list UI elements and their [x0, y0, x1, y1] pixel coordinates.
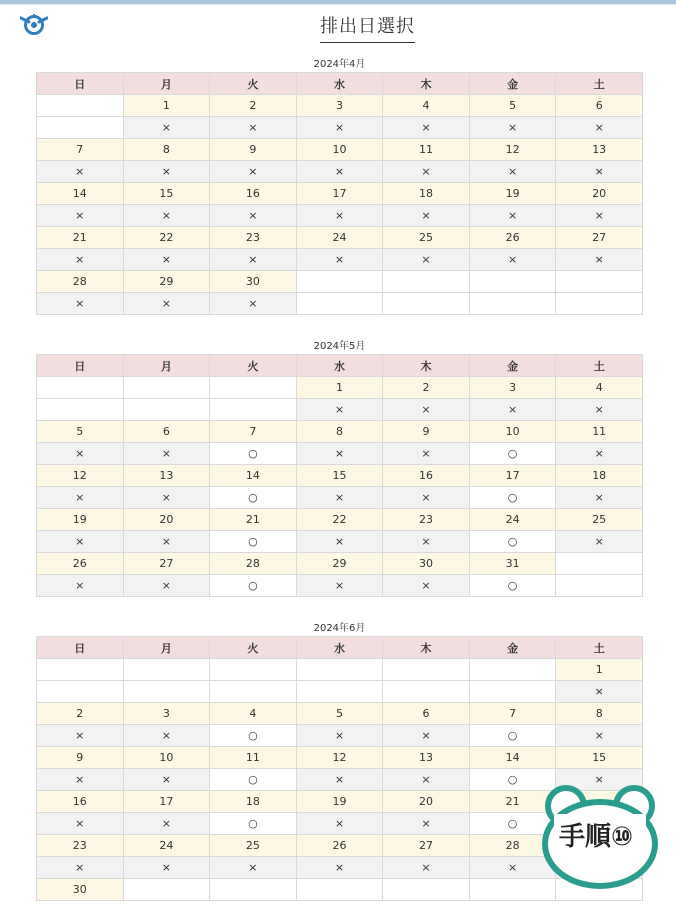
unavailable-cell: ×: [210, 161, 297, 183]
date-cell: 28: [210, 553, 297, 575]
date-cell: 21: [469, 791, 556, 813]
weekday-wed: 水: [296, 637, 383, 659]
date-cell: 3: [469, 377, 556, 399]
date-cell: 4: [210, 703, 297, 725]
unavailable-cell: ×: [210, 857, 297, 879]
unavailable-cell: ×: [469, 161, 556, 183]
unavailable-cell: ×: [210, 249, 297, 271]
month-label: 2024年6月: [313, 623, 366, 634]
unavailable-cell: ×: [37, 813, 124, 835]
unavailable-cell: ×: [123, 249, 210, 271]
unavailable-cell: ×: [296, 443, 383, 465]
date-cell: 24: [123, 835, 210, 857]
date-cell: 21: [37, 227, 124, 249]
date-cell: 11: [210, 747, 297, 769]
weekday-sun: 日: [37, 637, 124, 659]
date-cell: 21: [210, 509, 297, 531]
calendar-table: [36, 354, 643, 597]
date-cell: 30: [37, 879, 124, 901]
available-day-button[interactable]: ○: [210, 487, 297, 509]
unavailable-cell: ×: [383, 531, 470, 553]
empty-cell: [123, 879, 210, 901]
unavailable-cell: ×: [37, 769, 124, 791]
date-cell: 12: [37, 465, 124, 487]
date-cell: 28: [37, 271, 124, 293]
available-day-button[interactable]: ○: [210, 769, 297, 791]
date-cell: 13: [383, 747, 470, 769]
date-cell: 1: [296, 377, 383, 399]
weekday-header-row: [37, 637, 643, 659]
date-row: [37, 183, 643, 205]
weekday-sun: 日: [37, 73, 124, 95]
unavailable-cell: ×: [123, 443, 210, 465]
top-border-shadow: [0, 4, 676, 5]
unavailable-cell: ×: [123, 575, 210, 597]
date-cell: 2: [383, 377, 470, 399]
unavailable-cell: ×: [296, 249, 383, 271]
date-cell: 30: [383, 553, 470, 575]
empty-cell: [556, 271, 643, 293]
weekday-header-row: [37, 355, 643, 377]
empty-cell: [123, 377, 210, 399]
date-cell: 11: [383, 139, 470, 161]
unavailable-cell: ×: [383, 487, 470, 509]
empty-cell: [37, 117, 124, 139]
empty-cell: [210, 659, 297, 681]
date-row: [37, 703, 643, 725]
unavailable-cell: ×: [383, 725, 470, 747]
weekday-fri: 金: [469, 73, 556, 95]
date-cell: 12: [296, 747, 383, 769]
date-cell: 7: [37, 139, 124, 161]
date-cell: 22: [123, 227, 210, 249]
unavailable-cell: ×: [383, 813, 470, 835]
unavailable-cell: ×: [37, 487, 124, 509]
empty-cell: [123, 659, 210, 681]
empty-cell: [296, 681, 383, 703]
date-cell: 12: [469, 139, 556, 161]
date-cell: 24: [296, 227, 383, 249]
unavailable-cell: ×: [37, 443, 124, 465]
unavailable-cell: ×: [37, 857, 124, 879]
unavailable-cell: ×: [469, 117, 556, 139]
date-cell: 14: [469, 747, 556, 769]
mark-row: [37, 399, 643, 421]
date-cell: 2: [37, 703, 124, 725]
available-day-button[interactable]: ○: [210, 531, 297, 553]
date-cell: 20: [383, 791, 470, 813]
empty-cell: [469, 681, 556, 703]
available-day-button[interactable]: ○: [469, 725, 556, 747]
empty-cell: [296, 271, 383, 293]
date-cell: 6: [383, 703, 470, 725]
mark-row: [37, 117, 643, 139]
weekday-thu: 木: [383, 355, 470, 377]
unavailable-cell: ×: [210, 293, 297, 315]
date-cell: 6: [556, 95, 643, 117]
available-day-button[interactable]: ○: [469, 531, 556, 553]
date-cell: 19: [296, 791, 383, 813]
mark-row: [37, 487, 643, 509]
weekday-tue: 火: [210, 73, 297, 95]
date-cell: 27: [123, 553, 210, 575]
date-cell: 8: [556, 703, 643, 725]
empty-cell: [469, 659, 556, 681]
unavailable-cell: ×: [296, 399, 383, 421]
unavailable-cell: ×: [296, 725, 383, 747]
available-day-button[interactable]: ○: [469, 443, 556, 465]
unavailable-cell: ×: [556, 725, 643, 747]
available-day-button[interactable]: ○: [469, 575, 556, 597]
unavailable-cell: ×: [123, 487, 210, 509]
unavailable-cell: ×: [123, 769, 210, 791]
date-cell: 27: [556, 227, 643, 249]
unavailable-cell: ×: [37, 161, 124, 183]
date-cell: 23: [383, 509, 470, 531]
available-day-button[interactable]: ○: [469, 769, 556, 791]
date-cell: 20: [556, 183, 643, 205]
weekday-wed: 水: [296, 355, 383, 377]
date-row: [37, 747, 643, 769]
date-cell: 15: [123, 183, 210, 205]
date-row: [37, 139, 643, 161]
empty-cell: [296, 659, 383, 681]
weekday-fri: 金: [469, 355, 556, 377]
unavailable-cell: ×: [383, 117, 470, 139]
page-title: 排出日選択: [320, 16, 415, 43]
date-cell: 31: [469, 553, 556, 575]
date-cell: 26: [296, 835, 383, 857]
unavailable-cell: ×: [296, 769, 383, 791]
date-cell: 10: [469, 421, 556, 443]
weekday-thu: 木: [383, 73, 470, 95]
unavailable-cell: ×: [296, 531, 383, 553]
date-cell: 18: [210, 791, 297, 813]
weekday-thu: 木: [383, 637, 470, 659]
available-day-button[interactable]: ○: [210, 725, 297, 747]
date-cell: 13: [123, 465, 210, 487]
unavailable-cell: ×: [123, 531, 210, 553]
weekday-sat: 土: [556, 355, 643, 377]
date-cell: 6: [123, 421, 210, 443]
unavailable-cell: ×: [210, 117, 297, 139]
empty-cell: [383, 879, 470, 901]
unavailable-cell: ×: [123, 857, 210, 879]
weekday-tue: 火: [210, 637, 297, 659]
date-cell: 17: [123, 791, 210, 813]
date-cell: 16: [383, 465, 470, 487]
unavailable-cell: ×: [37, 531, 124, 553]
date-cell: 1: [556, 659, 643, 681]
date-row: [37, 465, 643, 487]
unavailable-cell: ×: [469, 205, 556, 227]
unavailable-cell: ×: [383, 161, 470, 183]
date-cell: 3: [123, 703, 210, 725]
available-day-button[interactable]: ○: [469, 813, 556, 835]
empty-cell: [383, 681, 470, 703]
date-cell: 5: [469, 95, 556, 117]
date-cell: 4: [556, 377, 643, 399]
unavailable-cell: ×: [296, 205, 383, 227]
empty-cell: [37, 399, 124, 421]
calendar-april: [36, 58, 643, 315]
date-cell: 29: [123, 271, 210, 293]
date-cell: 18: [383, 183, 470, 205]
date-cell: 23: [210, 227, 297, 249]
unavailable-cell: ×: [556, 205, 643, 227]
date-cell: 26: [469, 227, 556, 249]
date-cell: 14: [210, 465, 297, 487]
date-cell: 16: [210, 183, 297, 205]
empty-cell: [37, 377, 124, 399]
date-cell: 28: [469, 835, 556, 857]
mark-row: [37, 205, 643, 227]
empty-cell: [296, 293, 383, 315]
unavailable-cell: ×: [123, 205, 210, 227]
unavailable-cell: ×: [37, 725, 124, 747]
date-cell: 18: [556, 465, 643, 487]
empty-cell: [123, 681, 210, 703]
date-cell: 22: [296, 509, 383, 531]
unavailable-cell: ×: [556, 769, 643, 791]
unavailable-cell: ×: [296, 487, 383, 509]
date-cell: 24: [469, 509, 556, 531]
mark-row: [37, 161, 643, 183]
date-row: [37, 95, 643, 117]
weekday-mon: 月: [123, 637, 210, 659]
month-label: 2024年4月: [313, 59, 366, 70]
date-cell: 2: [210, 95, 297, 117]
date-cell: 29: [296, 553, 383, 575]
available-day-button[interactable]: ○: [210, 813, 297, 835]
weekday-sat: 土: [556, 73, 643, 95]
unavailable-cell: ×: [383, 575, 470, 597]
unavailable-cell: ×: [296, 813, 383, 835]
unavailable-cell: ×: [123, 725, 210, 747]
mark-row: [37, 681, 643, 703]
weekday-mon: 月: [123, 73, 210, 95]
unavailable-cell: ×: [469, 399, 556, 421]
empty-cell: [123, 399, 210, 421]
unavailable-cell: ×: [556, 161, 643, 183]
mark-row: [37, 531, 643, 553]
date-cell: 14: [37, 183, 124, 205]
date-cell: 17: [469, 465, 556, 487]
unavailable-cell: ×: [383, 205, 470, 227]
calendar-table: [36, 72, 643, 315]
empty-cell: [469, 293, 556, 315]
empty-cell: [556, 293, 643, 315]
date-row: [37, 509, 643, 531]
unavailable-cell: ×: [556, 399, 643, 421]
empty-cell: [210, 879, 297, 901]
date-cell: 16: [37, 791, 124, 813]
unavailable-cell: ×: [123, 813, 210, 835]
empty-cell: [556, 575, 643, 597]
city-emblem-icon: [20, 12, 48, 38]
unavailable-cell: ×: [556, 487, 643, 509]
unavailable-cell: ×: [37, 205, 124, 227]
date-cell: 3: [296, 95, 383, 117]
date-cell: 9: [37, 747, 124, 769]
calendar-may: [36, 340, 643, 597]
available-day-button[interactable]: ○: [210, 443, 297, 465]
unavailable-cell: ×: [556, 249, 643, 271]
weekday-header-row: [37, 73, 643, 95]
date-cell: 19: [469, 183, 556, 205]
empty-cell: [383, 271, 470, 293]
weekday-wed: 水: [296, 73, 383, 95]
unavailable-cell: ×: [383, 399, 470, 421]
date-row: [37, 271, 643, 293]
date-cell: 15: [296, 465, 383, 487]
unavailable-cell: ×: [383, 857, 470, 879]
available-day-button[interactable]: ○: [469, 487, 556, 509]
date-cell: 17: [296, 183, 383, 205]
unavailable-cell: ×: [556, 117, 643, 139]
date-cell: 27: [383, 835, 470, 857]
unavailable-cell: ×: [37, 249, 124, 271]
weekday-sat: 土: [556, 637, 643, 659]
unavailable-cell: ×: [556, 443, 643, 465]
available-day-button[interactable]: ○: [210, 575, 297, 597]
empty-cell: [210, 377, 297, 399]
unavailable-cell: ×: [383, 769, 470, 791]
unavailable-cell: ×: [210, 205, 297, 227]
date-cell: 10: [296, 139, 383, 161]
unavailable-cell: ×: [383, 249, 470, 271]
date-cell: 4: [383, 95, 470, 117]
unavailable-cell: ×: [296, 161, 383, 183]
empty-cell: [37, 681, 124, 703]
unavailable-cell: ×: [37, 575, 124, 597]
date-cell: 30: [210, 271, 297, 293]
date-cell: 25: [556, 509, 643, 531]
weekday-mon: 月: [123, 355, 210, 377]
date-cell: 19: [37, 509, 124, 531]
mark-row: [37, 443, 643, 465]
date-cell: 5: [296, 703, 383, 725]
weekday-tue: 火: [210, 355, 297, 377]
date-cell: 11: [556, 421, 643, 443]
date-cell: 10: [123, 747, 210, 769]
date-row: [37, 659, 643, 681]
unavailable-cell: ×: [296, 117, 383, 139]
month-label: 2024年5月: [313, 341, 366, 352]
date-cell: 9: [210, 139, 297, 161]
unavailable-cell: ×: [469, 857, 556, 879]
mark-row: [37, 293, 643, 315]
date-row: [37, 377, 643, 399]
unavailable-cell: ×: [37, 293, 124, 315]
empty-cell: [383, 293, 470, 315]
date-cell: 1: [123, 95, 210, 117]
date-row: [37, 227, 643, 249]
step-badge-label: 手順⑩: [559, 822, 634, 852]
unavailable-cell: ×: [469, 249, 556, 271]
date-cell: 20: [123, 509, 210, 531]
date-cell: 25: [210, 835, 297, 857]
date-cell: 9: [383, 421, 470, 443]
empty-cell: [210, 399, 297, 421]
weekday-sun: 日: [37, 355, 124, 377]
date-cell: 8: [296, 421, 383, 443]
unavailable-cell: ×: [296, 575, 383, 597]
empty-cell: [37, 659, 124, 681]
weekday-fri: 金: [469, 637, 556, 659]
empty-cell: [210, 681, 297, 703]
date-cell: 25: [383, 227, 470, 249]
date-cell: 26: [37, 553, 124, 575]
date-cell: 7: [469, 703, 556, 725]
unavailable-cell: ×: [556, 681, 643, 703]
unavailable-cell: ×: [123, 293, 210, 315]
date-cell: 15: [556, 747, 643, 769]
date-cell: 5: [37, 421, 124, 443]
unavailable-cell: ×: [296, 857, 383, 879]
empty-cell: [383, 659, 470, 681]
empty-cell: [556, 553, 643, 575]
date-cell: 7: [210, 421, 297, 443]
date-cell: 13: [556, 139, 643, 161]
empty-cell: [469, 271, 556, 293]
mark-row: [37, 249, 643, 271]
empty-cell: [296, 879, 383, 901]
unavailable-cell: ×: [123, 117, 210, 139]
mark-row: [37, 575, 643, 597]
date-cell: 8: [123, 139, 210, 161]
unavailable-cell: ×: [556, 531, 643, 553]
empty-cell: [37, 95, 124, 117]
date-row: [37, 553, 643, 575]
mark-row: [37, 725, 643, 747]
date-row: [37, 421, 643, 443]
date-cell: 23: [37, 835, 124, 857]
unavailable-cell: ×: [123, 161, 210, 183]
unavailable-cell: ×: [383, 443, 470, 465]
